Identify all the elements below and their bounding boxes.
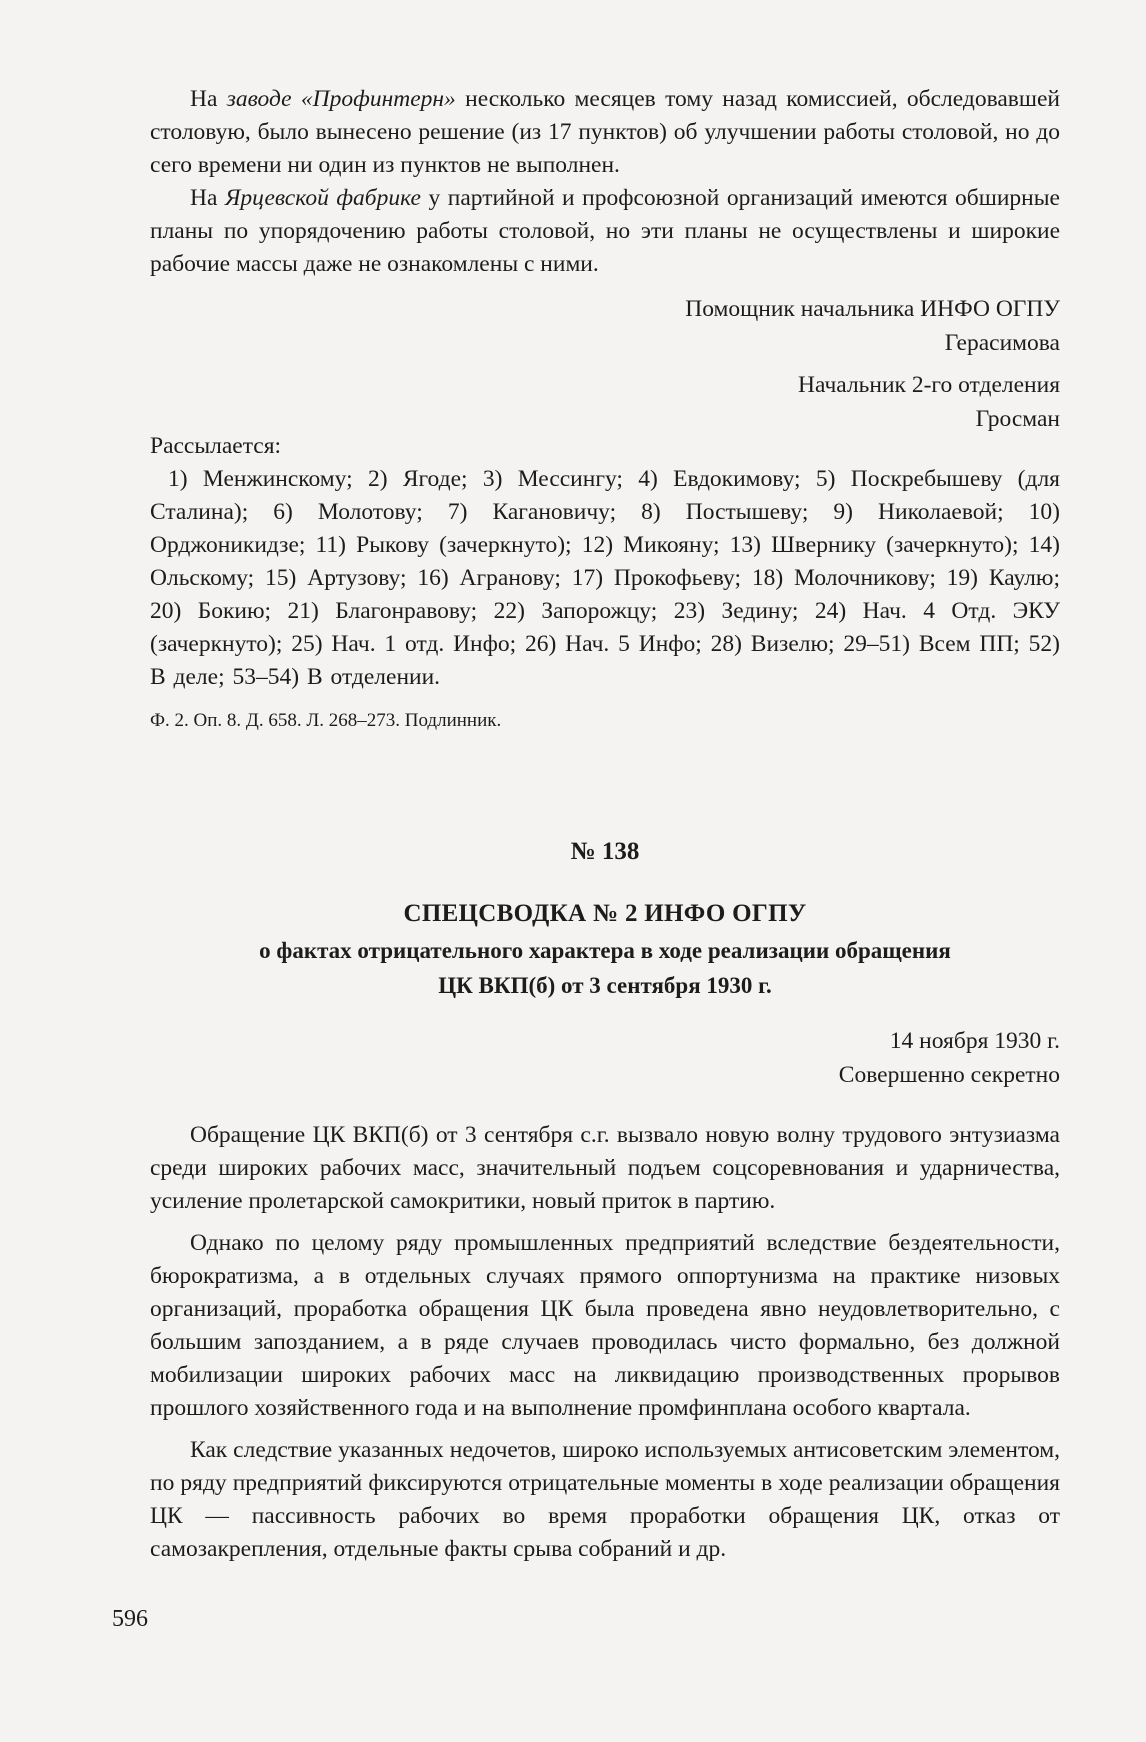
body-paragraph-2: Однако по целому ряду промышленных предприятий вследствие бездеятельности, бюрократизма, а в отдельных случаях прямого оппортунизма на практике низовых организаций, проработка обращения ЦК была проведена явно неудовлетворительно, с большим запозданием, а в ряде случаев проводилась чисто формально, без должной мобилизации широких рабочих масс на ликвидацию производственных прорывов прошлого хозяйственного года и на выполнение промфинплана особого квартала. [150, 1230, 1060, 1421]
archive-source [150, 708, 1060, 734]
document-title: СПЕЦСВОДКА № 2 ИНФО ОГПУ [403, 900, 807, 927]
signature-title-2: Начальник 2-го отделения [798, 372, 1060, 398]
distribution-list: 1) Менжинскому; 2) Ягоде; 3) Мессингу; 4) Евдокимову; 5) Поскребышеву (для Сталина); 6) Молотову; 7) Кагановичу; 8) Постышеву; 9) Николаевой; 10) Орджоникидзе; 11) Рыкову (зачеркнуто); 12) Микояну; 13) Швернику (зачеркнуто); 14) Ольскому; 15) Артузову; 16) Агранову; 17) Прокофьеву; 18) Молочникову; 19) Каулю; 20) Бокию; 21) Благонравову; 22) Запорожцу; 23) Зедину; 24) Нач. 4 Отд. ЭКУ (зачеркнуто); 25) Нач. 1 отд. Инфо; 26) Нач. 5 Инфо; 28) Визелю; 29–51) Всем ПП; 52) В деле; 53–54) В отделении. [150, 466, 1060, 690]
signature-name-2: Гросман [975, 406, 1060, 432]
distribution-block [150, 430, 1060, 694]
source-reference: Ф. 2. Оп. 8. Д. 658. Л. 268–273. Подлинник. [150, 710, 502, 731]
paragraph-yartsevo: На Ярцевской фабрике у партийной и профсоюзной организаций имеются обширные планы по упорядочению работы столовой, но эти планы не осуществлены и широкие рабочие массы даже не ознакомлены с ними. [150, 185, 1060, 277]
top-paragraphs [150, 83, 1060, 281]
signature-title-1: Помощник начальника ИНФО ОГПУ [685, 296, 1060, 322]
italic-yartsevo: Ярцевской фабрике [224, 185, 421, 211]
paragraph-profintern: На заводе «Профинтерн» несколько месяцев тому назад комиссией, обследовавшей столовую, было вынесено решение (из 17 пунктов) об улучшении работы столовой, но до сего времени ни один из пунктов не выполнен. [150, 86, 1061, 178]
document-subtitle-line2: ЦК ВКП(б) от 3 сентября 1930 г. [438, 973, 772, 998]
distribution-title: Рассылается: [150, 433, 282, 459]
date-block [150, 1024, 1060, 1092]
body-text [150, 1119, 1060, 1566]
page-number: 596 [112, 1606, 148, 1632]
body-paragraph-3: Как следствие указанных недочетов, широко используемых антисоветским элементом, по ряду предприятий фиксируются отрицательные моменты в ходе реализации обращения ЦК — пассивность рабочих во время проработки обращения ЦК, отказ от самозакрепления, отдельные факты срыва собраний и др. [150, 1437, 1060, 1562]
document-number: № 138 [570, 838, 640, 865]
italic-profintern: заводе «Профинтерн» [226, 86, 456, 112]
document-subtitle-line1: о фактах отрицательного характера в ходе реализации обращения [259, 938, 951, 963]
body-paragraph-1: Обращение ЦК ВКП(б) от 3 сентября с.г. вызвало новую волну трудового энтузиазма среди широких рабочих масс, значительный подъем соцсоревнования и ударничества, усиление пролетарской самокритики, новый приток в партию. [150, 1122, 1060, 1214]
document-header [150, 836, 1060, 1003]
signature-block-2 [150, 368, 1060, 436]
document-date: 14 ноября 1930 г. [889, 1028, 1060, 1054]
signature-block-1 [150, 292, 1060, 360]
classification-stamp: Совершенно секретно [838, 1062, 1060, 1088]
signature-name-1: Герасимова [944, 330, 1060, 356]
